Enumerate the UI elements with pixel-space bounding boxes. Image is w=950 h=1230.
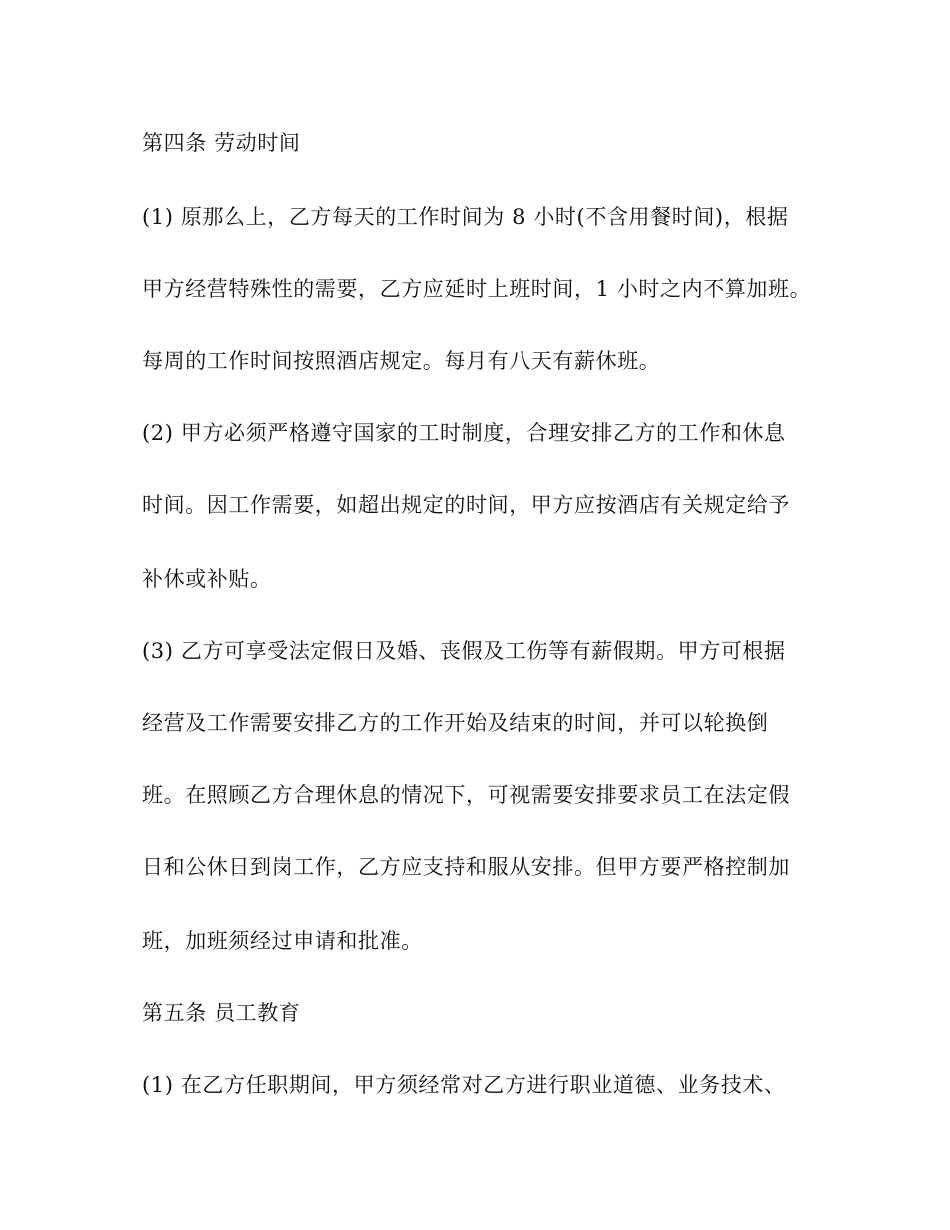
paragraph-line: 班，加班须经过申请和批准。 [142, 929, 423, 953]
paragraph-line: 每周的工作时间按照酒店规定。每月有八天有薪休班。 [142, 349, 661, 373]
paragraph-line: (1) 原那么上，乙方每天的工作时间为 8 小时(不含用餐时间)，根据 [142, 205, 789, 229]
paragraph-line: 班。在照顾乙方合理休息的情况下，可视需要安排要求员工在法定假 [142, 783, 790, 807]
paragraph-line: 甲方经营特殊性的需要，乙方应延时上班时间，1 小时之内不算加班。 [142, 277, 812, 301]
paragraph-line: 经营及工作需要安排乙方的工作开始及结束的时间，并可以轮换倒 [142, 711, 769, 735]
section-heading-article-5: 第五条 员工教育 [142, 1001, 301, 1025]
paragraph-line: 时间。因工作需要，如超出规定的时间，甲方应按酒店有关规定给予 [142, 493, 790, 517]
paragraph-line: 日和公休日到岗工作，乙方应支持和服从安排。但甲方要严格控制加 [142, 855, 790, 879]
paragraph-line: 补休或补贴。 [142, 567, 272, 591]
section-heading-article-4: 第四条 劳动时间 [142, 131, 301, 155]
paragraph-line: (1) 在乙方任职期间，甲方须经常对乙方进行职业道德、业务技术、 [142, 1073, 786, 1097]
paragraph-line: (2) 甲方必须严格遵守国家的工时制度，合理安排乙方的工作和休息 [142, 421, 786, 445]
paragraph-line: (3) 乙方可享受法定假日及婚、丧假及工伤等有薪假期。甲方可根据 [142, 639, 786, 663]
